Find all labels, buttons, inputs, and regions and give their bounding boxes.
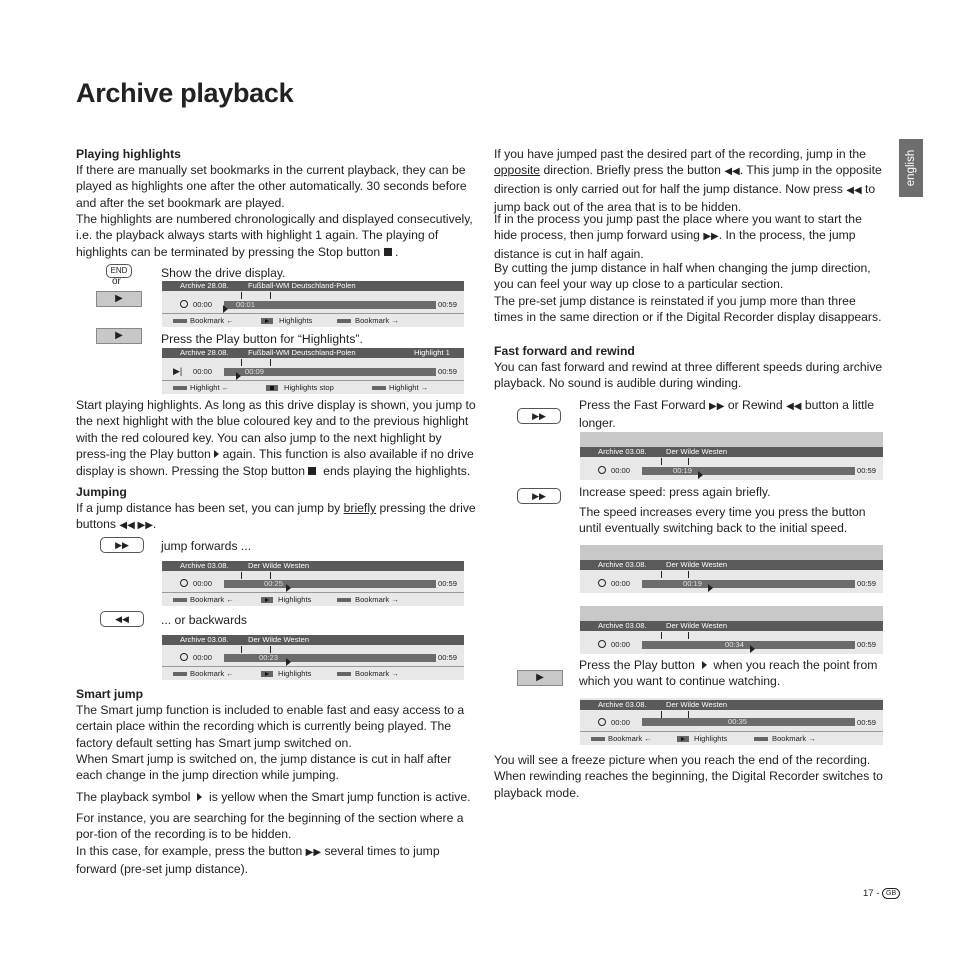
fast-forward-button-1[interactable]: ▶▶ — [100, 537, 144, 553]
drive-display-3: Archive 03.08. Der Wilde Westen 00:00 00:25 00:59 Bookmark ← Highlights Bookmark → — [162, 561, 464, 606]
language-tab-label: english — [905, 149, 917, 187]
press-ff-label: Press the Fast Forward ▶▶ or Rewind ◀◀ button a little longer. — [579, 398, 874, 431]
para-jumping: If a jump distance has been set, you can jump by briefly pressing the drive buttons ◀◀ ▶▶. — [76, 501, 476, 532]
page-number: 17 - — [863, 888, 880, 899]
speed-increases-label: The speed increases every time you press the button until eventually switching back to the initial speed. — [579, 505, 866, 536]
para-highlights-2: The highlights are numbered chronologically and displayed consecutively, i.e. the playback always starts with highlight 1 again. The playing of highlights can be terminated by pressing the Stop button . — [76, 212, 473, 259]
fast-forward-icon: ▶▶ — [709, 401, 725, 412]
press-play-label: Press the Play button when you reach the point from which you want to continue watching. — [579, 658, 878, 689]
play-button-3[interactable]: ▶ — [517, 670, 563, 686]
end-key[interactable]: END — [106, 264, 132, 278]
play-button-1[interactable]: ▶ — [96, 291, 142, 307]
para-start-playing: Start playing highlights. As long as this drive display is shown, you jump to the next highlight with the blue coloured key and to the previous highlight with the red coloured key. You can also jump to the next highlight by press-ing the Play button again. This function is also available if no drive display is shown. Pressing the Stop button ends playing the highlights. — [76, 398, 476, 478]
show-drive-label: Show the drive display. — [161, 266, 286, 280]
stop-icon — [384, 248, 392, 256]
play-pause-icon: ▶| — [173, 366, 183, 376]
fast-forward-icon: ▶▶ — [703, 231, 719, 243]
play-button-2[interactable]: ▶ — [96, 328, 142, 344]
para-smart-1: The Smart jump function is included to enable fast and easy access to a certain place within the recording which is currently being played. The factory default setting has Smart jump switched on. — [76, 703, 465, 750]
play-icon — [197, 793, 202, 801]
drive-display-8: Archive 03.08. Der Wilde Westen 00:00 00:35 00:59 Bookmark ← Highlights Bookmark → — [580, 698, 883, 745]
rewind-button-1[interactable]: ◀◀ — [100, 611, 144, 627]
jump-forwards-label: jump forwards ... — [161, 539, 252, 553]
fast-forward-button-2[interactable]: ▶▶ — [517, 408, 561, 424]
language-tab — [899, 139, 923, 197]
page-footer — [863, 888, 900, 899]
heading-fast-forward: Fast forward and rewind — [494, 344, 635, 358]
rewind-icon: ◀◀ — [724, 166, 740, 178]
para-ff-1: You can fast forward and rewind at three different speeds during archive playback. No sound is audible during winding. — [494, 360, 883, 391]
clock-icon — [598, 466, 606, 474]
para-smart-2: When Smart jump is switched on, the jump distance is cut in half after each change in the jump direction while jumping. — [76, 752, 452, 783]
para-smart-3: The playback symbol is yellow when the Smart jump function is active. — [76, 790, 471, 804]
fast-forward-button-3[interactable]: ▶▶ — [517, 488, 561, 504]
increase-speed-label: Increase speed: press again briefly. — [579, 485, 771, 499]
drive-display-2: Archive 28.08. Fußball-WM Deutschland-Polen Highlight 1 ▶| 00:00 00:09 00:59 Highlight ← Highlights stop Highlight → — [162, 348, 464, 394]
clock-icon — [598, 579, 606, 587]
play-icon — [214, 450, 219, 458]
stop-icon — [308, 467, 316, 475]
para-right-2: If in the process you jump past the place where you want to start the hide process, then jump forward using ▶▶. In the process, the jump distance is cut in half again. — [494, 212, 862, 261]
para-smart-4: For instance, you are searching for the beginning of the section where a por-tion of the recording is to be hidden. — [76, 811, 464, 842]
para-right-1: If you have jumped past the desired part of the recording, jump in the opposite direction. Briefly press the button ◀◀. This jump in the opposite direction is only carried out for half the jump distance. Now press ◀◀ to jump back out of the area that is to be hidden. — [494, 147, 882, 215]
rewind-icon: ◀◀ — [846, 184, 862, 196]
clock-icon — [180, 579, 188, 587]
drive-display-5: Archive 03.08. Der Wilde Westen 00:00 00:19 00:59 — [580, 432, 883, 480]
drive-display-1: Archive 28.08. Fußball-WM Deutschland-Polen 00:00 00:01 00:59 Bookmark ← Highlights Bookmark → — [162, 281, 464, 327]
rewind-icon: ◀◀ — [786, 401, 802, 412]
clock-icon — [598, 640, 606, 648]
heading-playing-highlights: Playing highlights — [76, 147, 181, 161]
or-label: or — [112, 276, 121, 287]
jump-buttons-icon: ◀◀ ▶▶ — [119, 520, 153, 532]
country-badge: GB — [882, 888, 900, 899]
para-freeze: You will see a freeze picture when you reach the end of the recording. When rewinding reaches the beginning, the Digital Recorder switches to playback mode. — [494, 753, 883, 800]
play-icon — [702, 661, 707, 669]
fast-forward-icon: ▶▶ — [305, 847, 322, 858]
para-right-3: By cutting the jump distance in half when changing the jump direction, you can feel your way up close to a particular section. — [494, 261, 871, 292]
heading-jumping: Jumping — [76, 485, 127, 499]
para-smart-5: In this case, for example, press the button ▶▶ several times to jump forward (pre-set jump distance). — [76, 844, 440, 877]
or-backwards-label: ... or backwards — [161, 613, 248, 627]
drive-display-6: Archive 03.08. Der Wilde Westen 00:00 00:19 00:59 — [580, 545, 883, 593]
para-highlights-1: If there are manually set bookmarks in the current playback, they can be played as highlights one after the other automatically. 30 seconds before and after the set bookmark are played. — [76, 163, 467, 210]
clock-icon — [180, 300, 188, 308]
heading-smart-jump: Smart jump — [76, 687, 144, 701]
clock-icon — [180, 653, 188, 661]
page-title: Archive playback — [76, 78, 294, 108]
drive-display-4: Archive 03.08. Der Wilde Westen 00:00 00:23 00:59 Bookmark ← Highlights Bookmark → — [162, 635, 464, 680]
clock-icon — [598, 718, 606, 726]
para-right-4: The pre-set jump distance is reinstated if you jump more than three times in the same direction or if the Digital Recorder display disappears. — [494, 294, 882, 325]
press-play-highlights-label: Press the Play button for “Highlights”. — [161, 332, 363, 346]
drive-display-7: Archive 03.08. Der Wilde Westen 00:00 00:34 00:59 — [580, 606, 883, 654]
